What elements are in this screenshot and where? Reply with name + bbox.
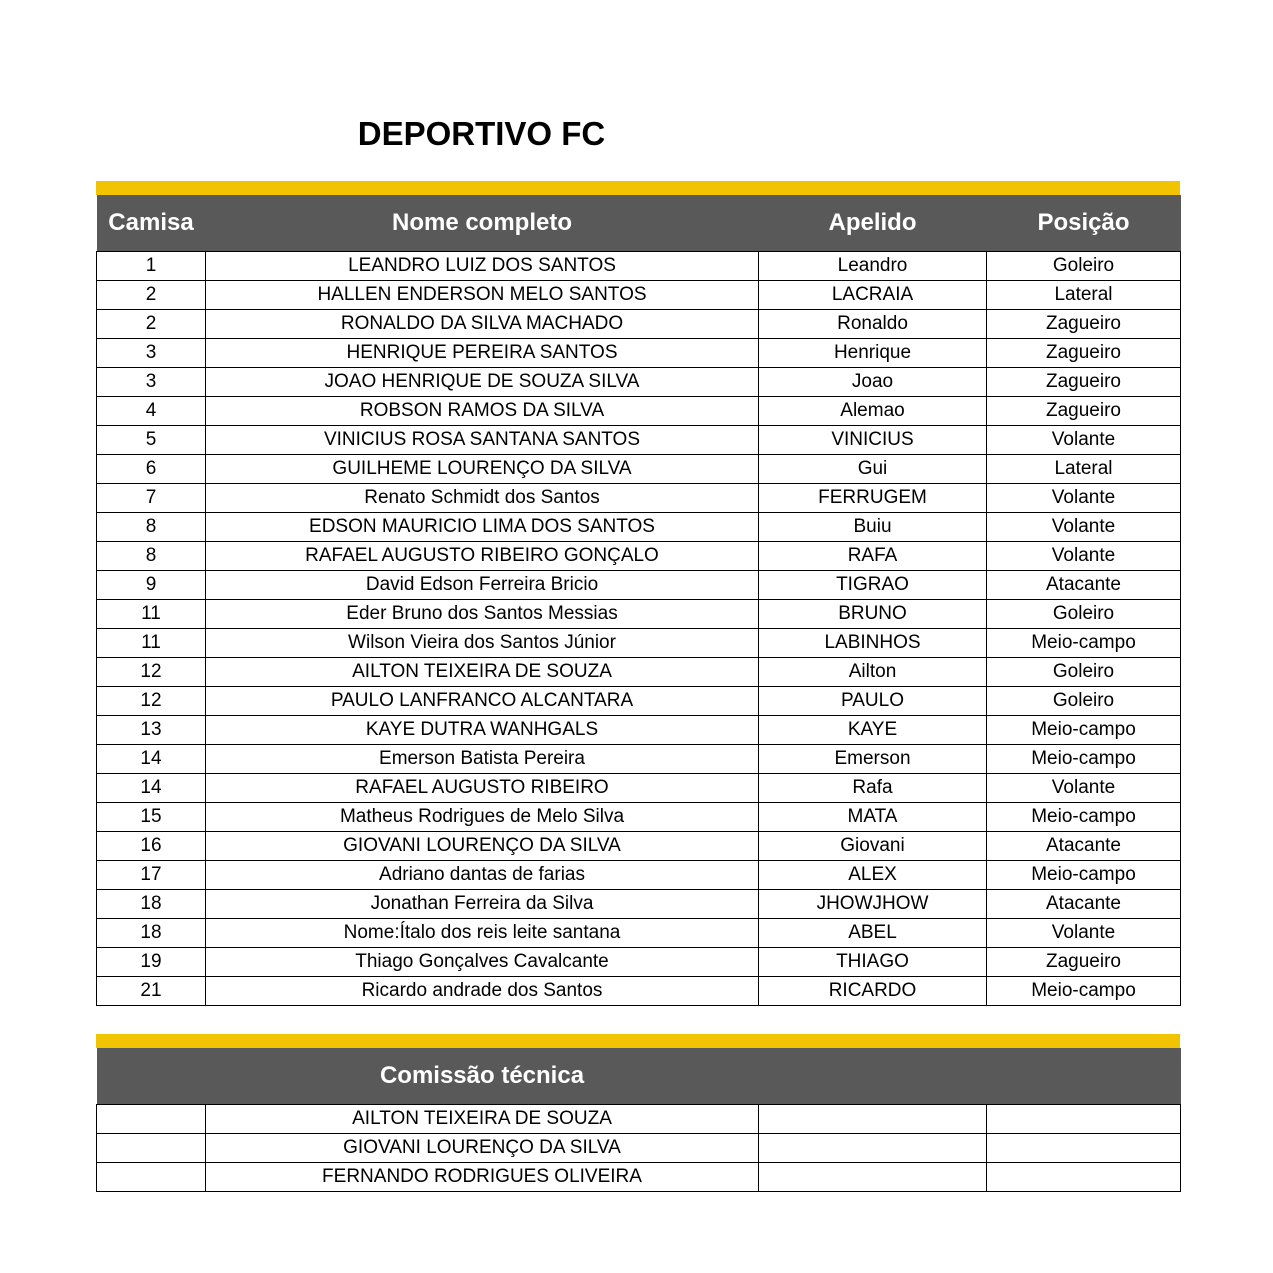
player-row (97, 890, 1181, 919)
player-row (97, 774, 1181, 803)
player-row (97, 513, 1181, 542)
player-row (97, 397, 1181, 426)
cell-camisa: 21 (97, 977, 206, 1006)
staff-cell-blank (759, 1134, 987, 1163)
header-camisa: Camisa (97, 195, 206, 252)
staff-cell-blank (987, 1105, 1181, 1134)
player-row (97, 281, 1181, 310)
cell-nome-completo: Thiago Gonçalves Cavalcante (206, 948, 759, 977)
cell-apelido: RICARDO (759, 977, 987, 1006)
staff-cell-blank (759, 1163, 987, 1192)
cell-posicao: Lateral (987, 455, 1181, 484)
player-row (97, 368, 1181, 397)
cell-nome-completo: David Edson Ferreira Bricio (206, 571, 759, 600)
cell-apelido: KAYE (759, 716, 987, 745)
header-posicao: Posição (987, 195, 1181, 252)
cell-posicao: Volante (987, 513, 1181, 542)
cell-posicao: Meio-campo (987, 745, 1181, 774)
cell-camisa: 1 (97, 252, 206, 281)
cell-apelido: Buiu (759, 513, 987, 542)
cell-posicao: Meio-campo (987, 803, 1181, 832)
cell-apelido: Alemao (759, 397, 987, 426)
player-row (97, 252, 1181, 281)
cell-posicao: Volante (987, 484, 1181, 513)
staff-header-row (97, 1048, 1181, 1105)
cell-camisa: 2 (97, 310, 206, 339)
cell-camisa: 13 (97, 716, 206, 745)
cell-posicao: Goleiro (987, 600, 1181, 629)
cell-camisa: 4 (97, 397, 206, 426)
cell-camisa: 14 (97, 774, 206, 803)
staff-cell-blank (97, 1134, 206, 1163)
cell-posicao: Meio-campo (987, 629, 1181, 658)
cell-nome-completo: Eder Bruno dos Santos Messias (206, 600, 759, 629)
cell-camisa: 15 (97, 803, 206, 832)
cell-posicao: Atacante (987, 832, 1181, 861)
cell-nome-completo: Jonathan Ferreira da Silva (206, 890, 759, 919)
player-row (97, 426, 1181, 455)
staff-cell-blank (97, 1105, 206, 1134)
cell-apelido: Ailton (759, 658, 987, 687)
cell-camisa: 12 (97, 687, 206, 716)
cell-nome-completo: Renato Schmidt dos Santos (206, 484, 759, 513)
cell-nome-completo: LEANDRO LUIZ DOS SANTOS (206, 252, 759, 281)
cell-posicao: Zagueiro (987, 310, 1181, 339)
player-row (97, 455, 1181, 484)
cell-nome-completo: HENRIQUE PEREIRA SANTOS (206, 339, 759, 368)
cell-posicao: Volante (987, 542, 1181, 571)
cell-nome-completo: RAFAEL AUGUSTO RIBEIRO (206, 774, 759, 803)
cell-camisa: 18 (97, 919, 206, 948)
player-row (97, 658, 1181, 687)
cell-nome-completo: GUILHEME LOURENÇO DA SILVA (206, 455, 759, 484)
cell-nome-completo: Nome:Ítalo dos reis leite santana (206, 919, 759, 948)
cell-camisa: 17 (97, 861, 206, 890)
cell-apelido: Rafa (759, 774, 987, 803)
cell-apelido: Leandro (759, 252, 987, 281)
staff-table-body (97, 1105, 1181, 1192)
staff-header-title: Comissão técnica (206, 1048, 759, 1105)
cell-apelido: PAULO (759, 687, 987, 716)
cell-nome-completo: PAULO LANFRANCO ALCANTARA (206, 687, 759, 716)
cell-apelido: Ronaldo (759, 310, 987, 339)
cell-camisa: 8 (97, 542, 206, 571)
cell-apelido: THIAGO (759, 948, 987, 977)
player-row (97, 339, 1181, 368)
staff-header-blank (97, 1048, 206, 1105)
cell-camisa: 3 (97, 339, 206, 368)
staff-row (97, 1163, 1181, 1192)
player-row (97, 310, 1181, 339)
player-row (97, 484, 1181, 513)
staff-row (97, 1105, 1181, 1134)
cell-apelido: FERRUGEM (759, 484, 987, 513)
cell-apelido: Giovani (759, 832, 987, 861)
cell-camisa: 16 (97, 832, 206, 861)
staff-cell-nome: GIOVANI LOURENÇO DA SILVA (206, 1134, 759, 1163)
cell-posicao: Zagueiro (987, 339, 1181, 368)
cell-posicao: Volante (987, 919, 1181, 948)
cell-camisa: 14 (97, 745, 206, 774)
player-row (97, 745, 1181, 774)
players-table-body (97, 252, 1181, 1006)
cell-apelido: JHOWJHOW (759, 890, 987, 919)
cell-apelido: TIGRAO (759, 571, 987, 600)
cell-posicao: Goleiro (987, 687, 1181, 716)
cell-apelido: VINICIUS (759, 426, 987, 455)
player-row (97, 803, 1181, 832)
cell-posicao: Lateral (987, 281, 1181, 310)
cell-nome-completo: Emerson Batista Pereira (206, 745, 759, 774)
cell-posicao: Goleiro (987, 252, 1181, 281)
player-row (97, 948, 1181, 977)
cell-camisa: 8 (97, 513, 206, 542)
staff-cell-blank (987, 1134, 1181, 1163)
staff-cell-blank (759, 1105, 987, 1134)
cell-camisa: 19 (97, 948, 206, 977)
cell-nome-completo: Ricardo andrade dos Santos (206, 977, 759, 1006)
cell-camisa: 18 (97, 890, 206, 919)
cell-apelido: Henrique (759, 339, 987, 368)
staff-header-blank (987, 1048, 1181, 1105)
cell-nome-completo: Matheus Rodrigues de Melo Silva (206, 803, 759, 832)
player-row (97, 571, 1181, 600)
cell-camisa: 9 (97, 571, 206, 600)
cell-apelido: Gui (759, 455, 987, 484)
header-nome-completo: Nome completo (206, 195, 759, 252)
staff-cell-blank (987, 1163, 1181, 1192)
page-title: DEPORTIVO FC (357, 115, 606, 152)
player-row (97, 629, 1181, 658)
cell-posicao: Zagueiro (987, 368, 1181, 397)
cell-apelido: LABINHOS (759, 629, 987, 658)
cell-posicao: Meio-campo (987, 716, 1181, 745)
cell-nome-completo: ROBSON RAMOS DA SILVA (206, 397, 759, 426)
cell-nome-completo: VINICIUS ROSA SANTANA SANTOS (206, 426, 759, 455)
cell-camisa: 12 (97, 658, 206, 687)
players-table (96, 195, 1181, 1006)
cell-camisa: 11 (97, 600, 206, 629)
cell-nome-completo: Wilson Vieira dos Santos Júnior (206, 629, 759, 658)
staff-cell-nome: AILTON TEIXEIRA DE SOUZA (206, 1105, 759, 1134)
cell-apelido: Emerson (759, 745, 987, 774)
cell-nome-completo: Adriano dantas de farias (206, 861, 759, 890)
cell-nome-completo: JOAO HENRIQUE DE SOUZA SILVA (206, 368, 759, 397)
staff-row (97, 1134, 1181, 1163)
players-header-row (97, 195, 1181, 252)
accent-bar-staff (96, 1034, 1180, 1048)
staff-table (96, 1048, 1181, 1192)
cell-posicao: Atacante (987, 571, 1181, 600)
cell-nome-completo: RAFAEL AUGUSTO RIBEIRO GONÇALO (206, 542, 759, 571)
cell-camisa: 5 (97, 426, 206, 455)
cell-apelido: ABEL (759, 919, 987, 948)
cell-apelido: Joao (759, 368, 987, 397)
cell-nome-completo: EDSON MAURICIO LIMA DOS SANTOS (206, 513, 759, 542)
cell-posicao: Meio-campo (987, 861, 1181, 890)
player-row (97, 716, 1181, 745)
player-row (97, 687, 1181, 716)
cell-camisa: 11 (97, 629, 206, 658)
staff-header-blank (759, 1048, 987, 1105)
accent-bar-top (96, 181, 1180, 195)
player-row (97, 977, 1181, 1006)
cell-posicao: Zagueiro (987, 948, 1181, 977)
cell-camisa: 3 (97, 368, 206, 397)
player-row (97, 861, 1181, 890)
cell-apelido: ALEX (759, 861, 987, 890)
cell-posicao: Goleiro (987, 658, 1181, 687)
cell-apelido: MATA (759, 803, 987, 832)
cell-nome-completo: AILTON TEIXEIRA DE SOUZA (206, 658, 759, 687)
cell-apelido: RAFA (759, 542, 987, 571)
cell-apelido: BRUNO (759, 600, 987, 629)
player-row (97, 542, 1181, 571)
cell-camisa: 7 (97, 484, 206, 513)
cell-camisa: 2 (97, 281, 206, 310)
staff-cell-nome: FERNANDO RODRIGUES OLIVEIRA (206, 1163, 759, 1192)
cell-posicao: Volante (987, 774, 1181, 803)
cell-nome-completo: HALLEN ENDERSON MELO SANTOS (206, 281, 759, 310)
cell-nome-completo: KAYE DUTRA WANHGALS (206, 716, 759, 745)
cell-nome-completo: RONALDO DA SILVA MACHADO (206, 310, 759, 339)
player-row (97, 919, 1181, 948)
cell-posicao: Atacante (987, 890, 1181, 919)
cell-camisa: 6 (97, 455, 206, 484)
cell-posicao: Volante (987, 426, 1181, 455)
cell-posicao: Meio-campo (987, 977, 1181, 1006)
player-row (97, 600, 1181, 629)
staff-cell-blank (97, 1163, 206, 1192)
cell-posicao: Zagueiro (987, 397, 1181, 426)
cell-apelido: LACRAIA (759, 281, 987, 310)
header-apelido: Apelido (759, 195, 987, 252)
cell-nome-completo: GIOVANI LOURENÇO DA SILVA (206, 832, 759, 861)
player-row (97, 832, 1181, 861)
